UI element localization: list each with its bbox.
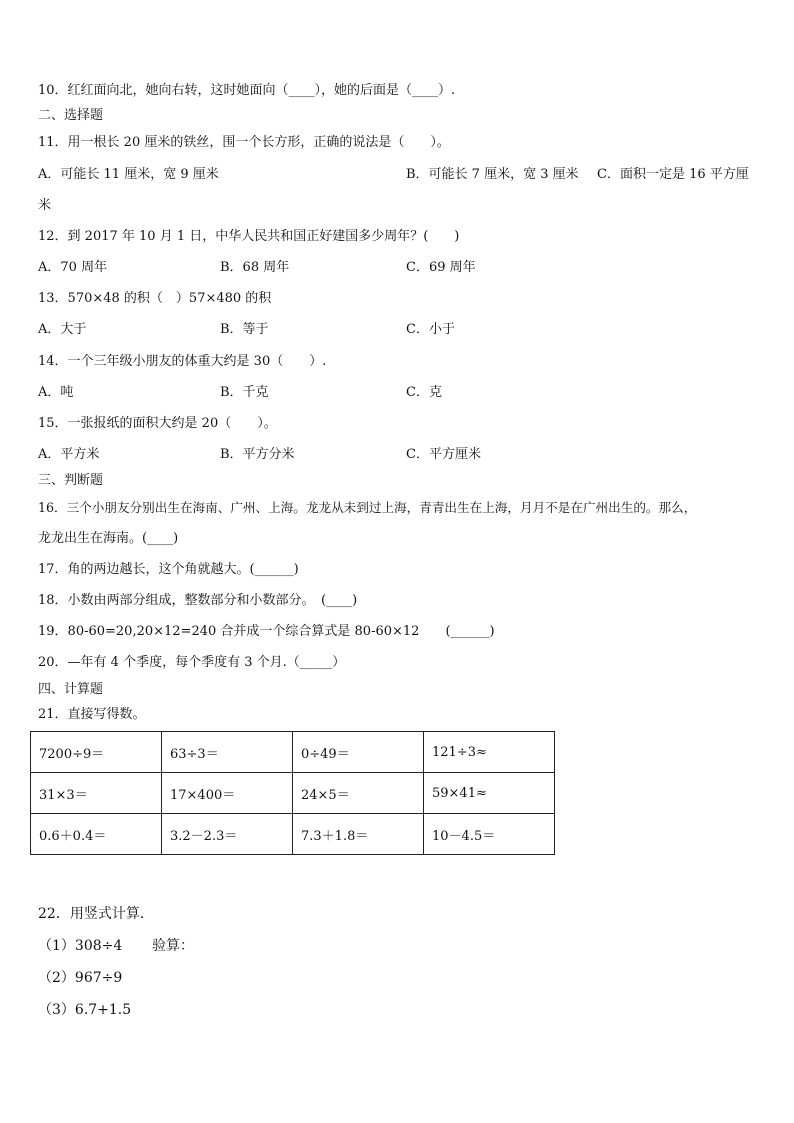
question-19: 19．80-60=20,20×12=240 合并成一个综合算式是 80-60×12 (______) (38, 624, 495, 639)
table-row (31, 732, 555, 773)
question-13-option-a: A．大于 (38, 322, 87, 337)
question-15-option-a: A．平方米 (38, 447, 100, 462)
table-cell: 121÷3≈ (424, 732, 555, 773)
table-cell: 3.2－2.3＝ (162, 814, 293, 855)
question-16: 16．三个小朋友分别出生在海南、广州、上海。龙龙从未到过上海，青青出生在上海，月月不是在广州出生的。那么， (38, 500, 697, 515)
question-22-part-1: （1）308÷4 (38, 938, 123, 954)
question-15-option-b: B．平方分米 (220, 447, 295, 462)
question-14-option-a: A．吨 (38, 385, 74, 400)
question-11-option-c: C．面积一定是 16 平方厘 (597, 167, 749, 182)
section-heading-calc: 四、计算题 (38, 682, 104, 697)
question-12-stem: 12．到 2017 年 10 月 1 日，中华人民共和国正好建国多少周年？( ) (38, 229, 460, 244)
question-15-option-c: C．平方厘米 (406, 447, 481, 462)
table-row (31, 814, 555, 855)
table-cell: 63÷3＝ (162, 732, 293, 773)
table-cell: 59×41≈ (424, 773, 555, 814)
question-12-option-b: B．68 周年 (220, 260, 290, 275)
question-18: 18．小数由两部分组成，整数部分和小数部分。 (____) (38, 593, 358, 608)
question-11-stem: 11．用一根长 20 厘米的铁丝，围一个长方形，正确的说法是（ ）。 (38, 135, 450, 150)
question-21-stem: 21．直接写得数。 (38, 707, 146, 722)
section-heading-judge: 三、判断题 (38, 473, 104, 488)
question-12-option-c: C．69 周年 (406, 260, 476, 275)
question-14-stem: 14．一个三年级小朋友的体重大约是 30（ ）. (38, 354, 327, 369)
question-13-option-c: C．小于 (406, 322, 455, 337)
question-15-stem: 15．一张报纸的面积大约是 20（ ）。 (38, 416, 277, 431)
table-cell: 24×5＝ (293, 773, 424, 814)
question-13-stem: 13．570×48 的积（ ）57×480 的积 (38, 291, 272, 306)
question-13-option-b: B．等于 (220, 322, 269, 337)
section-heading-choice: 二、选择题 (38, 108, 104, 123)
question-11-option-c-continued: 米 (38, 198, 52, 213)
question-14-option-c: C．克 (406, 385, 442, 400)
table-cell: 10－4.5＝ (424, 814, 555, 855)
question-12-option-a: A．70 周年 (38, 260, 108, 275)
question-17: 17．角的两边越长，这个角就越大。(______) (38, 562, 299, 577)
calc-table (30, 731, 555, 855)
question-20: 20．—年有 4 个季度，每个季度有 3 个月.（_____） (38, 655, 346, 670)
question-22-part-2: （2）967÷9 (38, 970, 123, 986)
table-cell: 31×3＝ (31, 773, 162, 814)
table-cell: 7200÷9＝ (31, 732, 162, 773)
question-22-part-3: （3）6.7+1.5 (38, 1002, 132, 1018)
question-22-stem: 22．用竖式计算． (38, 906, 154, 922)
question-22-check-label: 验算： (152, 938, 194, 954)
table-row (31, 773, 555, 814)
question-11-option-b: B．可能长 7 厘米，宽 3 厘米 (406, 167, 579, 182)
question-10: 10．红红面向北，她向右转，这时她面向（____），她的后面是（____）. (38, 83, 456, 98)
table-cell: 0.6＋0.4＝ (31, 814, 162, 855)
question-14-option-b: B．千克 (220, 385, 269, 400)
question-11-option-a: A．可能长 11 厘米，宽 9 厘米 (38, 167, 219, 182)
table-cell: 17×400＝ (162, 773, 293, 814)
table-cell: 7.3＋1.8＝ (293, 814, 424, 855)
table-cell: 0÷49＝ (293, 732, 424, 773)
question-16-continued: 龙龙出生在海南。(____) (38, 531, 179, 546)
